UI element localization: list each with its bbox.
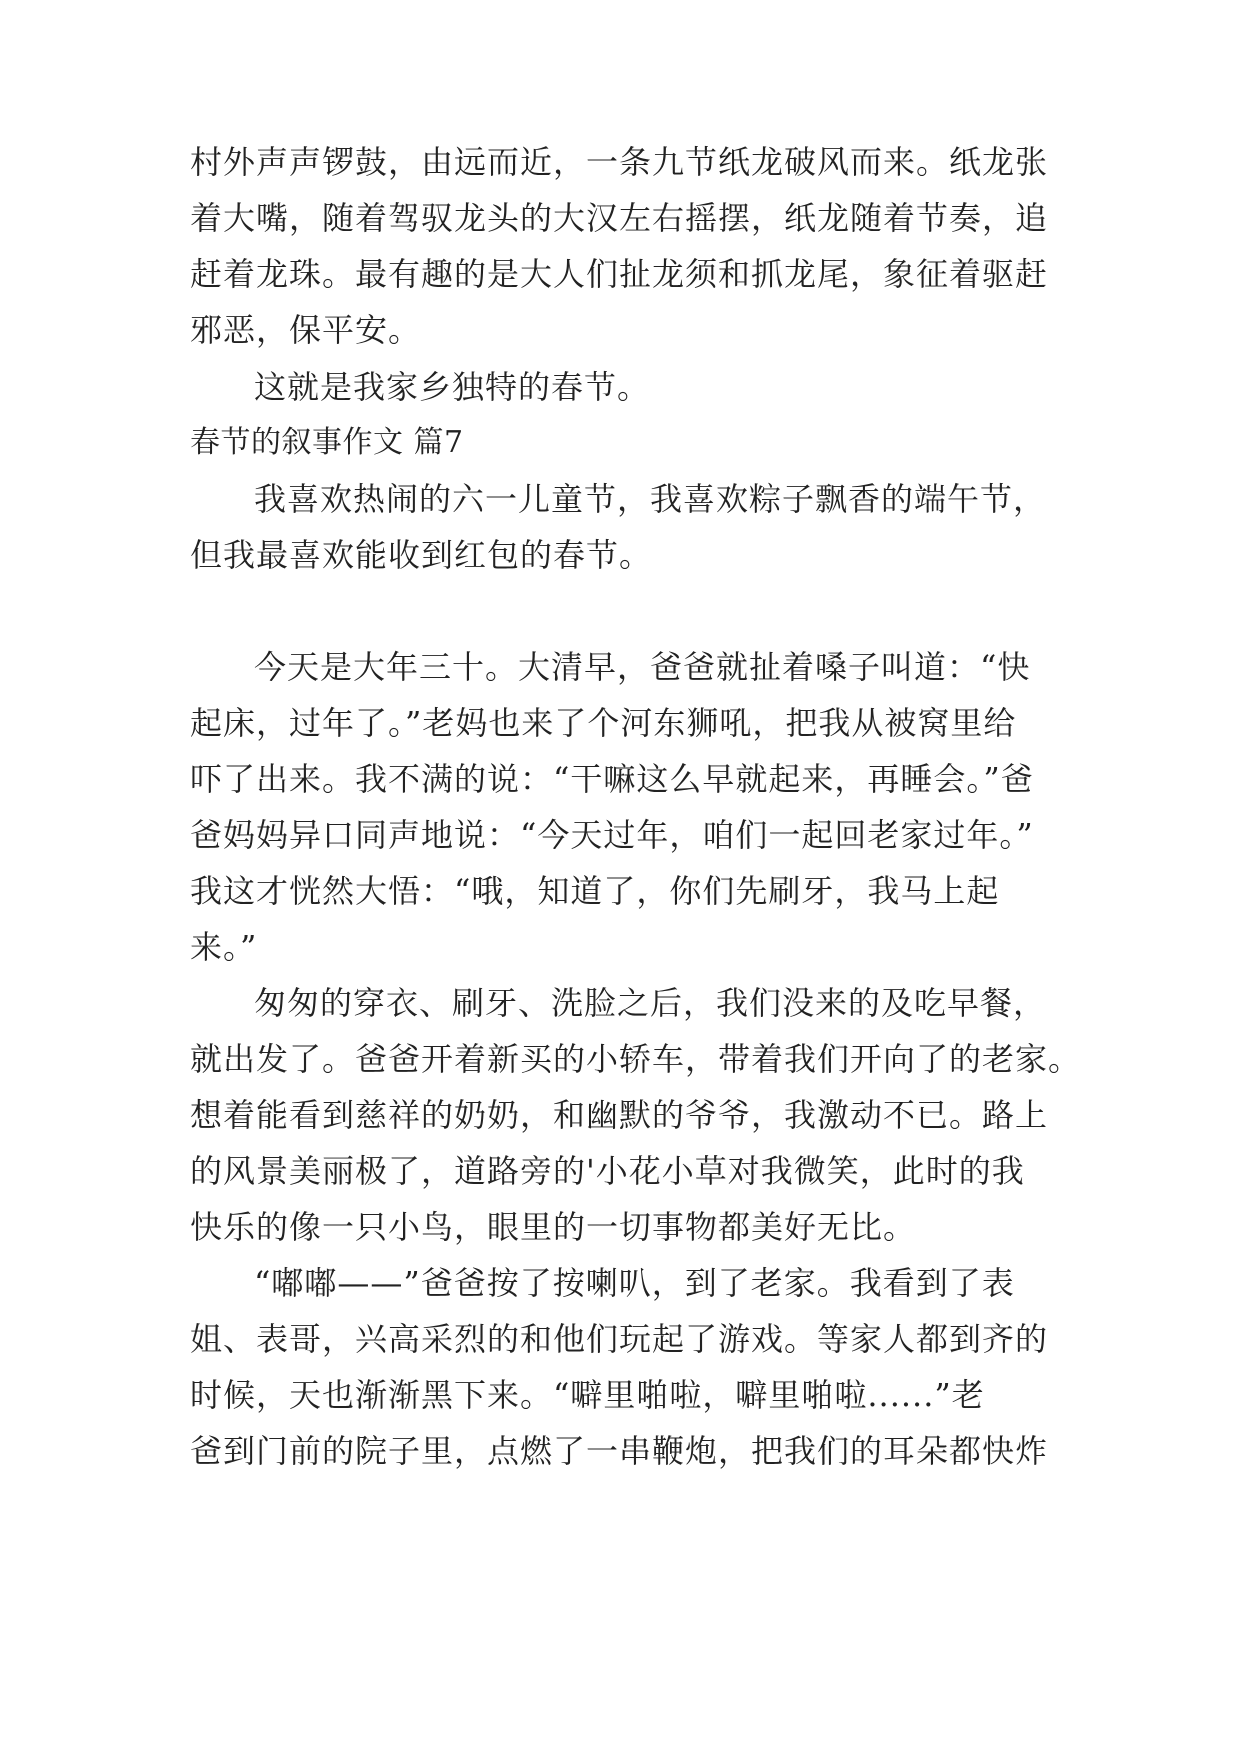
body-text-line: 起床，过年了。”老妈也来了个河东狮吼，把我从被窝里给 xyxy=(190,704,1017,742)
body-text-line: 今天是大年三十。大清早，爸爸就扯着嗓子叫道：“快 xyxy=(254,648,1031,686)
body-text-line: 就出发了。爸爸开着新买的小轿车，带着我们开向了的老家。 xyxy=(190,1040,1082,1078)
body-text-line: 吓了出来。我不满的说：“干嘛这么早就起来，再睡会。”爸 xyxy=(190,760,1034,798)
section-heading: 春节的叙事作文 篇7 xyxy=(190,425,464,460)
body-text-line: 这就是我家乡独特的春节。 xyxy=(254,368,651,406)
body-text-line: 想着能看到慈祥的奶奶，和幽默的爷爷，我激动不已。路上 xyxy=(190,1096,1049,1134)
body-text-line: 赶着龙珠。最有趣的是大人们扯龙须和抓龙尾，象征着驱赶 xyxy=(190,255,1049,293)
body-text-line: “嘟嘟——”爸爸按了按喇叭，到了老家。我看到了表 xyxy=(254,1264,1015,1302)
body-text-line: 的风景美丽极了，道路旁的'小花小草对我微笑，此时的我 xyxy=(190,1152,1025,1190)
body-text-line: 爸妈妈异口同声地说：“今天过年，咱们一起回老家过年。” xyxy=(190,816,1034,854)
body-text-line: 来。” xyxy=(190,928,258,966)
body-text-line: 着大嘴，随着驾驭龙头的大汉左右摇摆，纸龙随着节奏，追 xyxy=(190,199,1049,237)
body-text-line: 村外声声锣鼓，由远而近，一条九节纸龙破风而来。纸龙张 xyxy=(190,143,1049,181)
body-text-line: 时候，天也渐渐黑下来。“噼里啪啦，噼里啪啦......”老 xyxy=(190,1376,985,1414)
body-text-line: 我喜欢热闹的六一儿童节，我喜欢粽子飘香的端午节， xyxy=(254,480,1047,518)
body-text-line: 但我最喜欢能收到红包的春节。 xyxy=(190,536,653,574)
body-text-line: 匆匆的穿衣、刷牙、洗脸之后，我们没来的及吃早餐， xyxy=(254,984,1047,1022)
body-text-line: 姐、表哥，兴高采烈的和他们玩起了游戏。等家人都到齐的 xyxy=(190,1320,1049,1358)
body-text-line: 我这才恍然大悟：“哦，知道了，你们先刷牙，我马上起 xyxy=(190,872,1000,910)
body-text-line: 邪恶，保平安。 xyxy=(190,311,422,349)
body-text-line: 爸到门前的院子里，点燃了一串鞭炮，把我们的耳朵都快炸 xyxy=(190,1432,1049,1470)
body-text-line: 快乐的像一只小鸟，眼里的一切事物都美好无比。 xyxy=(190,1208,917,1246)
